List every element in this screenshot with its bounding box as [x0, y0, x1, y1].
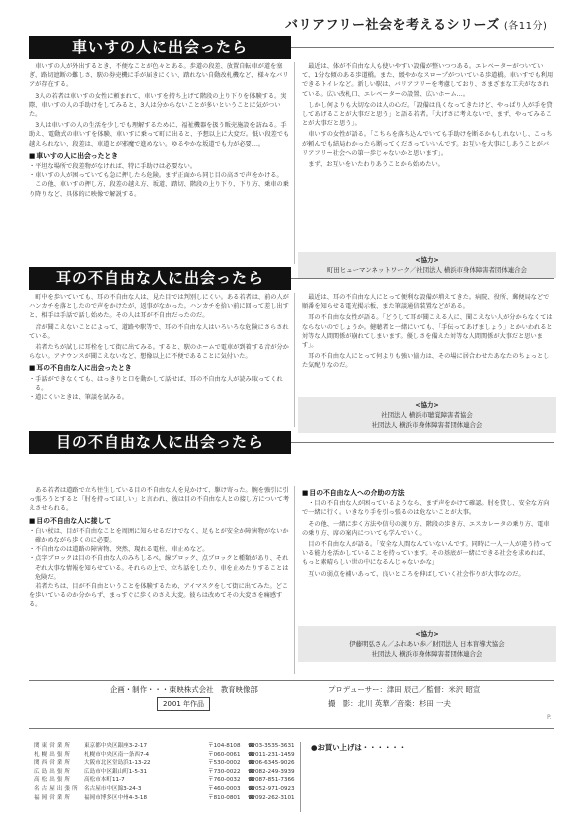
office-row	[34, 742, 294, 751]
office-fax: ☎092-262-3101	[248, 794, 295, 801]
paragraph: ある若者は道路で立ち往生している目の不自由な人を見かけて、駆け寄った。腕を強引に引っ張ろうとすると「肘を持ってほしい」と言われ、彼は目の不自由な人との接し方について考えさせられる。	[29, 487, 290, 513]
section-rule	[291, 278, 554, 279]
office-addr: 福岡市博多区中州4-3-18	[84, 794, 148, 801]
office-row	[34, 768, 294, 777]
paragraph: 音が聞こえないことによって、道路や駅等で、耳の不自由な人はいろいろな危険にさらされている。	[29, 323, 289, 340]
bullet-item: ・平坦な場所で段差物がなければ、特に手助けは必要ない。	[29, 163, 197, 171]
section1-left-column	[29, 62, 291, 264]
paragraph: 車いすの人が外出するとき、不便なことが色々とある。歩道の段差、放置自転車が道を塞ぎ、路切遮断の難しさ、駅の券売機に手が届きにくい、踏れない自動改札機など、様々なバリアが存在する。	[29, 63, 289, 89]
office-name: 関西営業所	[34, 760, 72, 767]
office-addr: 広島市中区銀山町1-5-31	[84, 768, 148, 775]
producer-credit: プロデューサー：津田 辰己／監督：米沢 昭宣	[328, 685, 481, 694]
office-tel: 〒760-0032	[208, 777, 241, 784]
paragraph: 耳の不自由な女性が語る。「どうして耳が聞こえる人に、聞こえない人が分からなくてはならないのでしょうか。健聴者と一緒にいても、「手伝ってあげましょう」とかいわれると対等な人間関係が崩れてしまいます。優しさを備えた対等な人間関係が大事だと思います」。	[302, 314, 553, 350]
column-divider	[294, 293, 295, 427]
paragraph: 町中を歩いていても、耳の不自由な人は、見た目では判別しにくい。ある若者は、前の人がハンカチを落としたので声をかけたが、返事がなかった。ハンカチを拾い前に回って差し出すと、相手は手話で話し始めた。その人は耳が不自由だったのだ。	[29, 294, 289, 320]
office-name: 高松出張所	[34, 777, 72, 784]
paragraph: 目の不自由な人が語る。「安全な人間なんていないんです。同時に一人一人が違う持っている能力を活かしていることを持っています。その基底が一緒にできる社会を求めれば、もっと素晴らしい世の中になるんじゃないかな」	[302, 541, 553, 567]
section1-cooperation	[298, 252, 556, 278]
section2-left-column	[29, 293, 291, 427]
footer-rule	[29, 728, 554, 729]
office-fax: ☎03-3535-3631	[248, 743, 295, 749]
bullet-heading: ■ 車いすの人に出会ったとき	[29, 152, 291, 161]
section3-cooperation	[298, 626, 556, 662]
purchase-label: ●お買い上げは・・・・・・	[311, 743, 407, 752]
office-name: 札幌出張所	[34, 751, 72, 758]
office-addr: 大阪市北区堂島浜1-13-22	[84, 760, 151, 767]
office-tel: 〒104-8108	[208, 743, 241, 749]
cooperation-line: 社団法人 横浜市身体障害者団体連合会	[371, 421, 483, 429]
office-tel: 〒730-0022	[208, 768, 241, 775]
office-fax: ☎082-249-3939	[248, 768, 295, 775]
office-tel: 〒460-0003	[208, 785, 241, 792]
cooperation-heading: <協力>	[415, 401, 439, 409]
paragraph: 互いの弱点を補いあって、良いところを伸ばしていく社会作りが大事なのだ。	[308, 570, 525, 578]
office-tel: 〒810-0801	[208, 794, 241, 801]
section-title-wheelchair: 車いすの人に出会ったら	[29, 36, 291, 59]
series-title-text: バリアフリー社会を考えるシリーズ	[285, 18, 500, 33]
paragraph: 3人の若者は車いすの女性に頼まれて、車いすを持ち上げて階段の上り下りを体験する。実際、車いすの人の手助けをしてみると、3人は分からないことが多いということに気がついた。	[29, 92, 287, 119]
column-divider	[294, 486, 295, 674]
bullet-heading: ■ 耳の不自由な人に出会ったとき	[29, 364, 291, 373]
planning-credit: 企画・制作・・・東映株式会社 教育映像部	[110, 685, 258, 694]
office-name: 広島出張所	[34, 768, 72, 775]
paragraph: 車いすの女性が語る。「こちらを落ち込んでいても手助けを断るかもしれないし、こっちが頼んでも結局わかったら断ってくださっていいんです。お互いを大事にしあうことがバリアフリー社会への第一歩じゃないかと思います」。	[302, 131, 553, 157]
office-addr: 札幌市中央区南一条西7-4	[84, 751, 150, 758]
section3-left-column	[29, 486, 291, 674]
paragraph: 若者たちは、目が不自由ということを体験するため、アイマスクをして街に出てみた。どこを歩いているのか分からず、まっすぐに歩くのさえ大変。彼らは改めてその大変さを痛感する。	[29, 583, 289, 609]
bullet-item: ・道にくいときは、筆談を試みる。	[29, 394, 128, 402]
paragraph: 耳の不自由な人にとって何よりも強い協力は、その場に居合わせたあなたのちょっとした気配りなのだ。	[302, 353, 550, 370]
office-name: 名古屋出張所	[34, 785, 80, 792]
bullet-item: ・白い杖は、目が不自由なことを周囲に知らせるだけでなく、足もとが安全か障害物がないか確かめながら歩くのに必要。	[29, 527, 289, 545]
office-fax: ☎087-851-7366	[248, 777, 295, 784]
cooperation-line: 町田ヒューマンネットワーク／社団法人 横浜市身体障害者団体連合会	[327, 266, 527, 274]
office-row	[34, 794, 294, 803]
section2-right-column	[302, 293, 554, 389]
cooperation-heading: <協力>	[415, 256, 439, 264]
purchase-box	[300, 742, 557, 812]
column-divider	[294, 62, 295, 264]
office-row	[34, 759, 294, 768]
paragraph: 3人は車いすの人の生活を少しでも理解するために、福祉機器を扱う販売施設を訪ねる。手助え、電動式の車いすを体験、車いすに乗って町に出ると、予想以上に大変だ。低い段差でも越えられない、段差は、車道とが邪魔で進めない。ゆるやかな坂道でも力が必要…。	[29, 122, 290, 148]
office-addr: 高松市本町11-7	[84, 777, 125, 784]
page-number: P.	[547, 714, 552, 721]
office-addr: 東京都中央区銀座3-2-17	[84, 743, 148, 749]
paragraph: この他、車いすの押し方、段差の越え方、坂道、踏切、階段の上り下り、下り方、乗車の乗り降りなど、具体的に映像で解説する。	[29, 181, 289, 198]
office-name: 福岡営業所	[34, 794, 72, 801]
section3-right-column	[302, 486, 554, 620]
cooperation-line: 社団法人 横浜市聴覚障害者協会	[381, 411, 473, 419]
bullet-item: ・不自由なのは道路の障害物、突然、現れる電柱、車止めなど。	[29, 546, 209, 554]
staff-credit: 撮 影：北川 英華／音楽：杉田 一夫	[328, 699, 451, 708]
section-rule	[291, 442, 554, 443]
section-rule	[291, 47, 554, 48]
office-addr: 名古屋市中区錦3-24-3	[84, 785, 142, 792]
paragraph: 最近は、耳の不自由な人にとって便利な設備が増えてきた。病院、役所、郵便局などで順番を知らせる電光掲示板、また筆談通信装置などがある。	[302, 294, 550, 311]
series-note: (各11分)	[503, 21, 548, 32]
office-row	[34, 751, 294, 760]
paragraph: その他、一緒に歩く方法や信号の渡り方、階段の歩き方、エスカレータの乗り方、電車の乗り方、席の案内についても学んでいく。	[302, 520, 550, 537]
paragraph: まず、お互いをいたわりあうことから始めたい。	[308, 161, 444, 169]
cooperation-line: 社団法人 横浜市身体障害者団体連合会	[371, 650, 483, 658]
section2-cooperation	[298, 397, 556, 433]
cooperation-line: 伊藤明弘さん／ふれあい歩／財団法人 日本盲導犬協会	[349, 640, 505, 648]
bullet-item: ・車いすの人が困っていても急に押したら危険。まず正面から同じ目の高さで声をかける。	[29, 172, 283, 180]
office-fax: ☎011-231-1459	[248, 751, 295, 758]
section1-right-column	[302, 62, 554, 216]
series-title	[285, 14, 547, 33]
bullet-item: ・手話ができなくても、はっきりと口を動かして話せば、耳の不自由な人が読み取ってくれる。	[29, 375, 283, 392]
bullet-item: ・点字ブロックは目の不自由な人のみちしるべ。線ブロック、点ブロックと種類があり、それぞれ大事な情報を知らせている。それらの上で、立ち話をしたり、車を止めたりすることは危険だ。	[29, 555, 289, 581]
office-list	[34, 742, 294, 802]
year-badge: 2001 年作品	[157, 697, 210, 711]
section-title-hearing: 耳の不自由な人に出会ったら	[29, 267, 291, 290]
paragraph: 若者たちが試しに耳栓をして街に出てみる。すると、駅のホームで電車が到着する音が分からない。アナウンスが聞こえないなど、想像以上に不便であることに気付いた。	[29, 344, 289, 361]
paragraph: しかし何よりも大切なのは人の心だ。「設備は良くなってきたけど、やっぱり人が手を貸してあげることが大事だと思う」と語る若者。「大げさに考えないで、まず、やってみることが大事だと思う」。	[302, 101, 553, 128]
office-fax: ☎052-971-0923	[248, 785, 295, 792]
office-row	[34, 776, 294, 785]
office-fax: ☎06-6345-9026	[248, 760, 295, 767]
cooperation-heading: <協力>	[415, 630, 439, 638]
paragraph: ・目の不自由な人が困っているようなら、まず声をかけて確認。肘を貸し、安全な方向で一緒に行く。いきなり手を引っ張るのは危ないことが大事。	[302, 500, 550, 517]
credits-rule	[29, 680, 554, 681]
paragraph: 最近は、体が不自由な人も使いやすい設備が整いつつある。エレベーターがついていて、1分な傾のある歩道橋。また、緩やかなスロープがついている歩道橋。車いすでも利用できるトイレなど。新しい駅は、バリアフリーを考慮しており、さまざまな工夫がなされている。広い改札口、エレベーターの設置、広いホーム…。	[302, 63, 554, 98]
office-tel: 〒530-0002	[208, 760, 241, 767]
section-title-vision: 目の不自由な人に出会ったら	[29, 431, 291, 454]
office-tel: 〒060-0061	[208, 751, 241, 758]
bullet-heading: ■ 目の不自由な人に接して	[29, 517, 291, 526]
office-row	[34, 785, 294, 794]
bullet-heading: ■ 目の不自由な人への介助の方法	[302, 489, 554, 498]
office-name: 関東営業所	[34, 743, 72, 749]
